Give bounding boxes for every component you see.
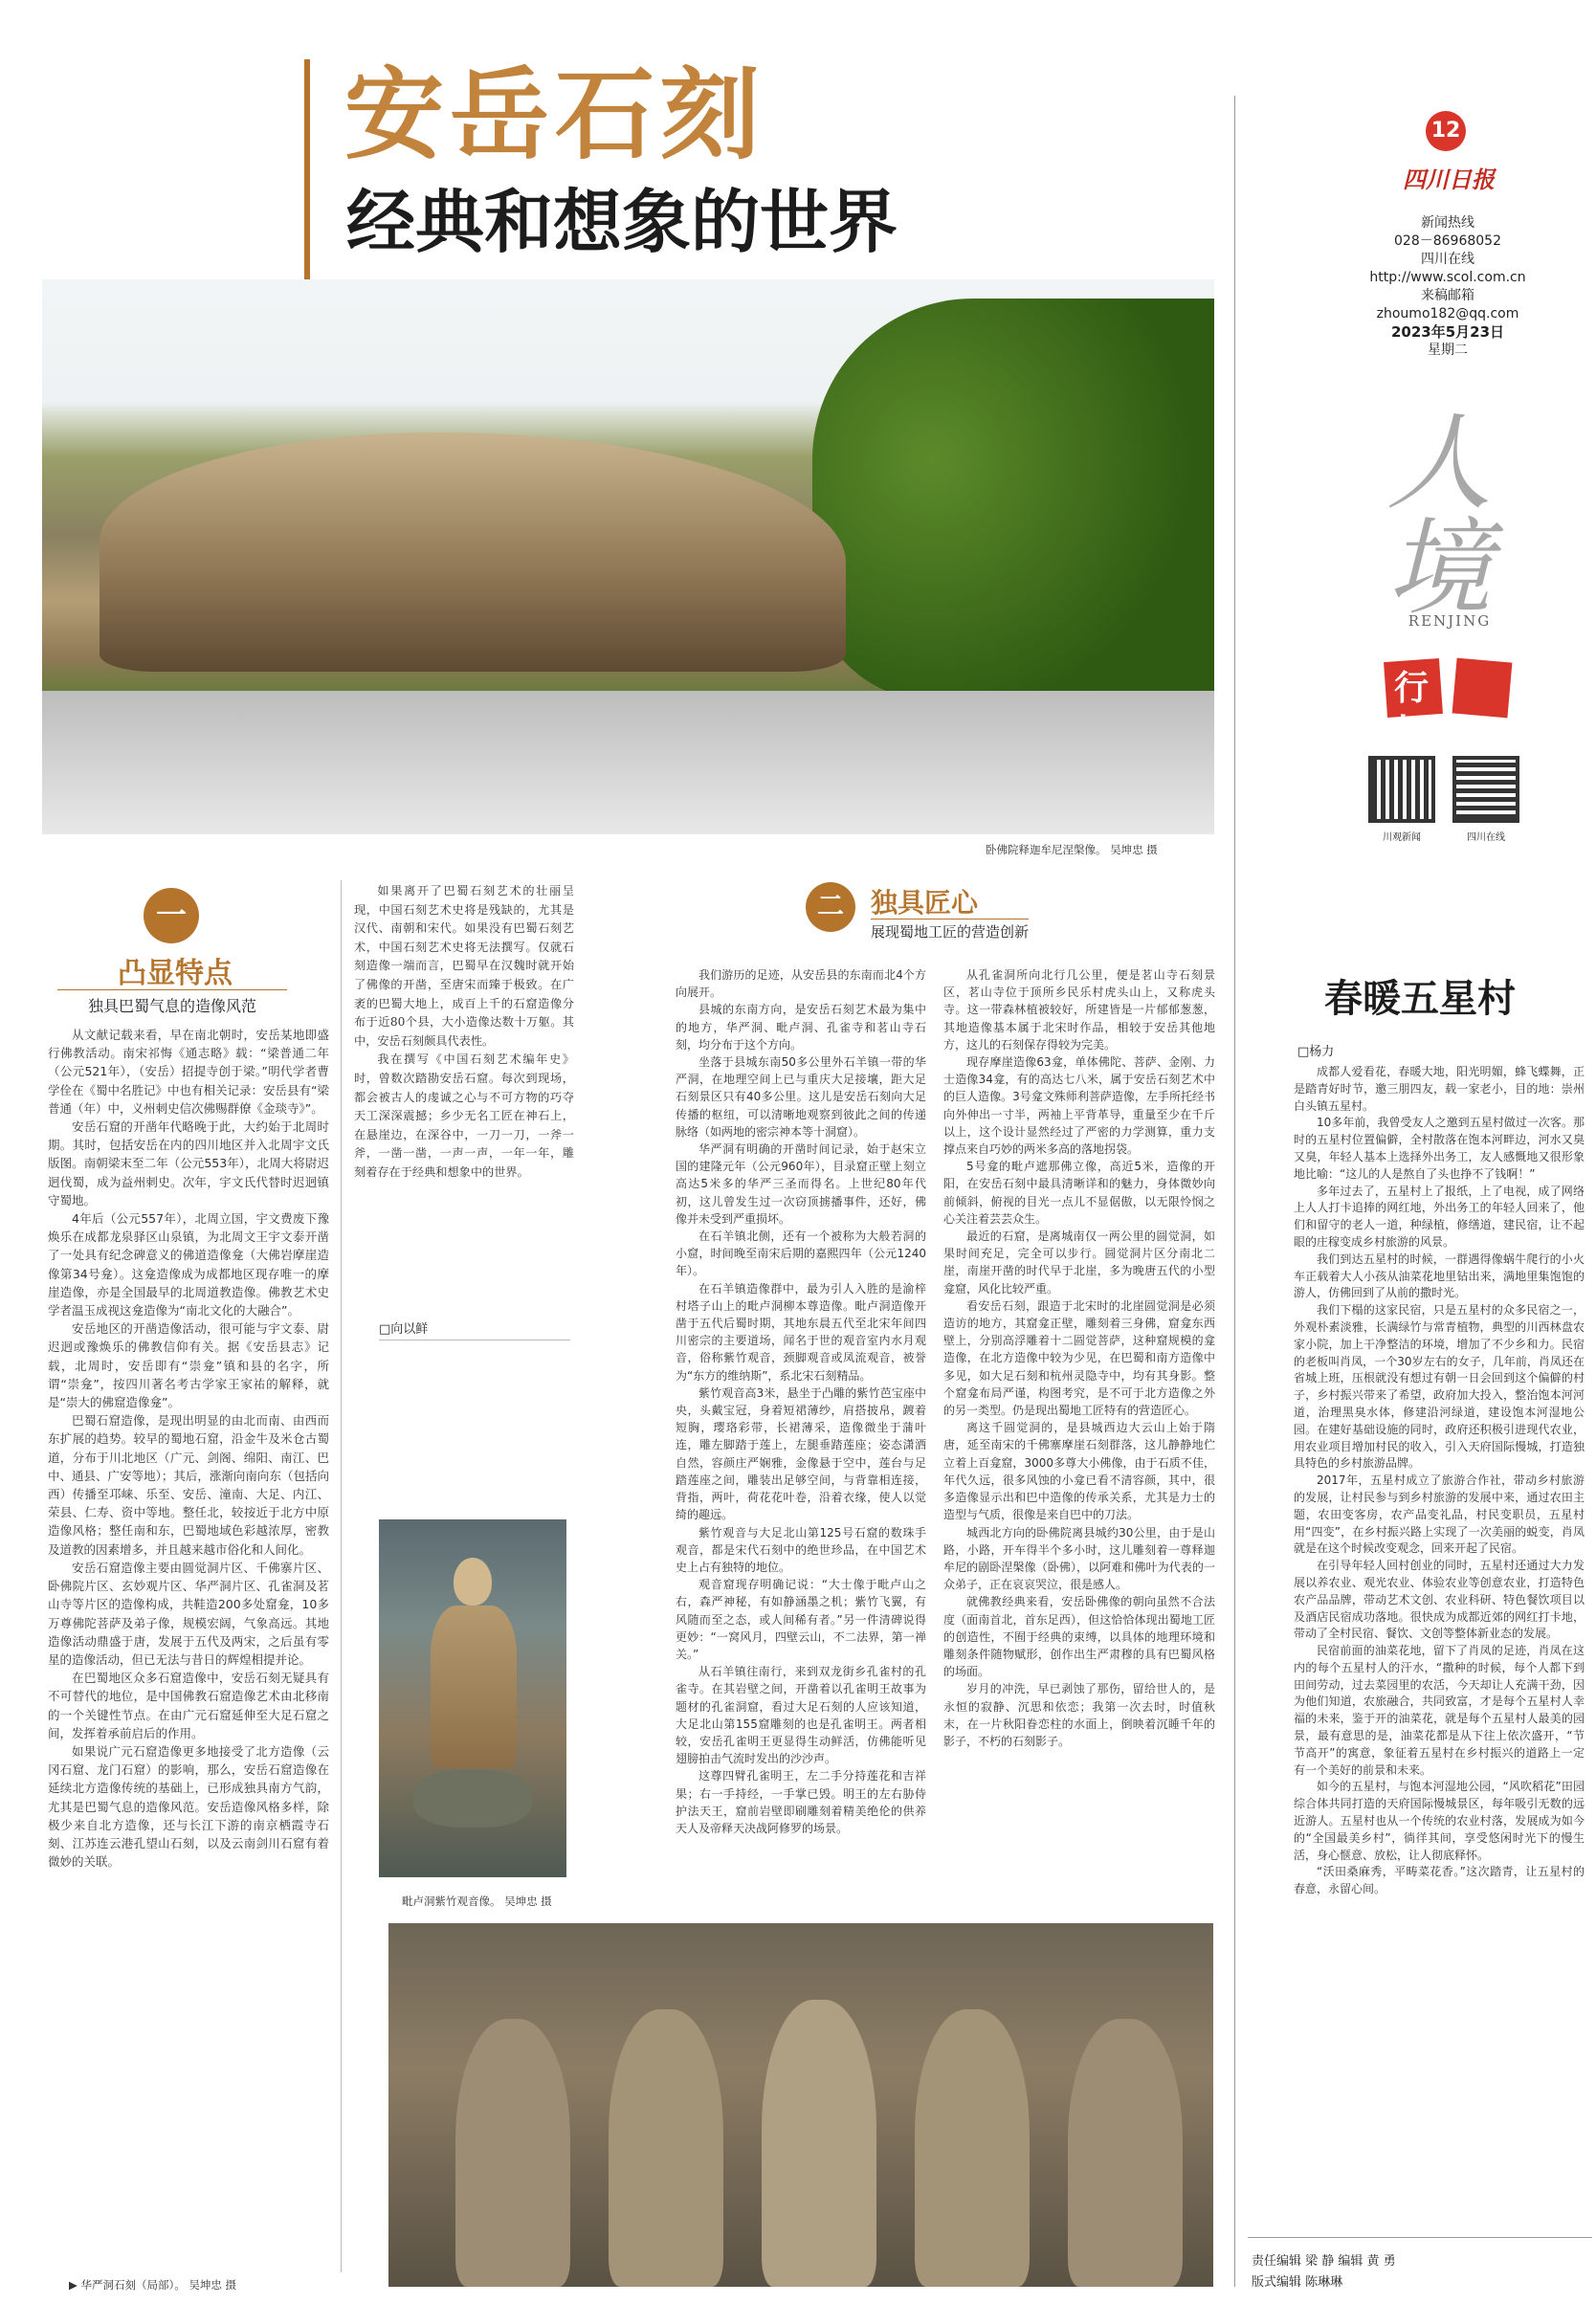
- section2-paragraph: 观音窟现存明确记说：“大士像于毗卢山之右，森严神秘，有如静涵墨之机；紫竹飞翼，有风随而至之态，或人间稀有者。”另一件清碑说得更妙：“一窝风月，四壁云山，不二法界，第一禅关。”: [676, 1578, 926, 1661]
- divider-sidebar-bottom: [1248, 2237, 1592, 2238]
- section2-paragraph: 我们游历的足迹，从安岳县的东南而北4个方向展开。: [676, 968, 926, 1000]
- section1-paragraph: 安岳石窟的开凿年代略晚于此，大约始于北周时期。其时，包括安岳在内的四川地区并入北周宇文氏版图。南朝梁末至二年（公元553年），北周大将尉迟迥伐蜀，成为益州刺史。次年，宇文氏代替时迟迥镇守蜀地。: [48, 1119, 329, 1207]
- sidebar-paragraph: 10多年前，我曾受友人之邀到五星村做过一次客。那时的五星村位置偏僻，全村散落在饱本河畔边，河水又臭又臭，年轻人基本上选择外出务工，友人感慨地又很形象地比喻：“这儿的人是熬自了头也挣不了钱啊！”: [1294, 1116, 1585, 1181]
- column-label-text: 行走: [1385, 668, 1458, 752]
- email-label: 来稿邮箱: [1421, 288, 1474, 303]
- photo-huayan-cave: [388, 1923, 1213, 2287]
- statue-2: [609, 2009, 723, 2287]
- sidebar-paragraph: 如今的五星村，与饱本河湿地公园，“风吹稻花”田园综合体共同打造的天府国际慢城景区，每年吸引无数的远近游人。五星村也从一个传统的农业村落，发展成为如今的“全国最美乡村”，徜徉其间，享受悠闲时光下的慢生活，身心惬意、放松，让人彻底释怀。: [1294, 1780, 1585, 1862]
- section-english-name: RENJING: [1408, 612, 1492, 630]
- guanyin-caption: 毗卢洞紫竹观音像。 吴坤忠 摄: [402, 1894, 552, 1908]
- issue-date: 2023年5月23日: [1390, 323, 1505, 341]
- section1-paragraph: 巴蜀石窟造像，是现出明显的由北而南、由西而东扩展的趋势。较早的蜀地石窟，沿金牛及米仓古蜀道，分布于川北地区（广元、剑阁、绵阳、南江、巴中、通县、广安等地）；其后，涨渐向南向东（包括向西）传播至邛崃、乐至、安岳、潼南、大足、内江、荣县、仁寿、资中等地。整任北，较按近于北方中原造像风格；整任南和东，巴蜀地域色彩越浓厚，密教及道教的因素增多，并且越来越市俗化和人间化。: [48, 1413, 329, 1557]
- qr-label-2: 四川在线: [1467, 832, 1505, 843]
- sidebar-article-body: [1294, 1064, 1585, 2231]
- qr-label-1: 川观新闻: [1383, 832, 1421, 843]
- online-label: 四川在线: [1421, 252, 1474, 267]
- hotline-number: 028－86968052: [1394, 233, 1501, 249]
- photo-zizhu-guanyin: [379, 1519, 566, 1877]
- section1-continued-body: [354, 882, 574, 1313]
- section2-paragraph: 现存摩崖造像63龛，单体佛陀、菩萨、金刚、力士造像34龛，有的高达七八米，属于安岳石刻艺术中的巨人造像。3号龛文殊师利菩萨造像，左手所托经书向外伸出一寸半，两袖上平背革导，重量至少在千斤以上，这个设计显然经过了严密的力学测算，重力支撑点来自巧妙的两米多高的落地拐袋。: [943, 1055, 1215, 1157]
- statue-4: [915, 2009, 1030, 2287]
- sidebar-paragraph: “沃田桑麻秀，平畴菜花香。”这次踏青，让五星村的春意，永留心间。: [1294, 1865, 1585, 1896]
- issue-weekday: 星期二: [1428, 343, 1468, 358]
- sidebar-paragraph: 我们到达五星村的时候，一群遇得像蜗牛爬行的小火车正载着大人小孩从油菜花地里钻出来，满地里集饱饱的游人，仿佛回到了从前的撒时光。: [1294, 1252, 1585, 1300]
- section2-paragraph: 紫竹观音高3米，悬坐于凸雕的紫竹芭宝座中央，头戴宝冠，身着短裙薄纱，肩搭披帛，踱着短胸，璎珞彩带，长裙薄采，造像微坐于蒲叶连，雕左脚踏于莲上，左腿垂踏莲座；姿态潇洒自然，容颜庄严娴雅，金像悬于空中，莲台与足踏莲座之间，雕装出足够空间，与背靠相连接，背指，两叶，荷花花叶卷，沿着衣缘，使人以觉绮的趣远。: [676, 1385, 926, 1522]
- section2-paragraph: 5号龛的毗卢遮那佛立像，高近5米，造像的开阳，在安岳石刻中最具清晰详和的魅力，身体微妙向前倾斜，俯视的目光一点儿不显倨傲，以无限怜悯之心关注着芸芸众生。: [943, 1160, 1215, 1226]
- section1-paragraph: 从文献记载来看，早在南北朝时，安岳某地即盛行佛教活动。南宋祁悔《通志略》载：“梁普通二年（公元521年），（安岳）招提寺创于梁。”明代学者曹学佺在《蜀中名胜记》中也有相关记录：安岳县有“梁普通（年）中，义州刺史信次佛赐群僚《金琰寺》”。: [48, 1028, 329, 1116]
- sidebar-article-byline: □杨力: [1297, 1045, 1335, 1059]
- section2-paragraph: 紫竹观音与大足北山第125号石窟的数珠手观音，都是宋代石刻中的绝世珍品，在中国艺术史上占有独特的地位。: [676, 1525, 926, 1574]
- section2-paragraph: 就佛教经典来看，安岳卧佛像的朝向虽然不合法度（面南首北，首东足西），但这恰恰体现出蜀地工匠的创造性，不囿于经典的束缚，以具体的地理环境和雕刻条件随物赋形，创作出生严肃穆的具有巴蜀风格的场面。: [943, 1595, 1215, 1679]
- qr-code-chuanguan[interactable]: [1368, 756, 1435, 823]
- section1-paragraph: 安岳石窟造像主要由圆觉洞片区、千佛寨片区、卧佛院片区、玄妙观片区、华严洞片区、孔雀洞及茗山寺等片区的造像构成，共鞋造200多处窟龛，10多万尊佛陀菩萨及弟子像，规模宏阔，气象高远。其地造像活动鼎盛于唐，发展于五代及两宋，之后虽有零星的造像活动，但已无法与昔日的辉煌相提并论。: [48, 1560, 329, 1667]
- section2-number-circle: 二: [806, 882, 855, 932]
- sidebar-article-title: 春暖五星村: [1324, 977, 1516, 1021]
- section2-paragraph: 离这千圆觉洞的，是县城西边大云山上始于隋唐，延至南宋的千佛寨摩崖石刻群落，这儿静静地伫立着上百龛窟，3000多尊大小佛像，由于石质不佳，年代久远，很多风蚀的小龛已看不清容颜，其中，很多造像显示出和巴中造像的传承关系，尤其是力士的造型与气质，很像是来自巴中的刀法。: [943, 1421, 1215, 1522]
- website-link[interactable]: http://www.scol.com.cn: [1369, 270, 1526, 285]
- section2-paragraph: 岁月的冲洗，早已剥蚀了那伤，留给世人的，是永恒的寂静、沉思和依恋；我第一次去时，时值秋末，在一片秋阳眷恋柱的水面上，倒映着沉睡千年的影子，不朽的石刻影子。: [943, 1682, 1215, 1748]
- section2-paragraph: 华严洞有明确的开凿时间记录，始于赵宋立国的建隆元年（公元960年），目录窟正壁上刻立高达5米多的华严三圣而得名。上世纪80年代初，这儿曾发生过一次窃顶掳播事件，还好，佛像并未受到严重损坏。: [676, 1142, 926, 1226]
- guanyin-pedestal: [413, 1770, 532, 1828]
- guanyin-head: [454, 1558, 492, 1606]
- section1-paragraph: 在巴蜀地区众多石窟造像中，安岳石刻无疑具有不可替代的地位，是中国佛教石窟造像艺术由北移南的一个关键性节点。在由广元石窟延伸至大足石窟之间，发挥着承前启后的作用。: [48, 1671, 329, 1740]
- hero-caption: 卧佛院释迦牟尼涅槃像。 吴坤忠 摄: [986, 843, 1158, 856]
- sidebar-paragraph: 民宿前面的油菜花地，留下了肖凤的足迹，肖凤在这内的每个五星村人的汗水，“撒种的时候，每个人都下到田间劳动，过去菜园里的农活，今天却让人充满干劲，因为他们知道，农旅融合，共同致富，才是每个五星村人幸福的未来，鉴于开的油菜花，就是每个五星村人最美的园景，最有意思的是，油菜花都是从下往上依次盛开，“节节高开”的寓意，象征着五星村在乡村振兴的道路上一定有一个美好的前景和未来。: [1294, 1644, 1585, 1777]
- editors-line-1: 责任编辑 梁 静 编辑 黄 勇: [1252, 2254, 1396, 2269]
- qr-code-scol[interactable]: [1452, 756, 1519, 823]
- sidebar-paragraph: 2017年，五星村成立了旅游合作社，带动乡村旅游的发展，让村民参与到乡村旅游的发展中来，通过农田主题，农田变客房，农产品变礼品，村民变职员，五星村用“四变”，在乡村振兴路上实现了一次美丽的蜕变，肖凤就是在这个时候改变观念，回来开起了民宿。: [1294, 1473, 1585, 1556]
- section2-paragraph: 从石羊镇往南行，来到双龙街乡孔雀村的孔雀寺。在其岩壁之间，开凿着以孔雀明王故事为题材的孔雀洞窟，看过大足石刻的人应该知道，大足北山第155窟雕刻的也是孔雀明王。两者相较，安岳孔雀明王更显得生动鲜活，仿佛能听见翅膀拍击气流时发出的沙沙声。: [676, 1665, 926, 1766]
- statue-3: [762, 2000, 876, 2287]
- section-calligraphy: 人境: [1369, 407, 1492, 617]
- page-number-badge: 12: [1426, 111, 1466, 151]
- section2-subtitle: 展现蜀地工匠的营造创新: [871, 919, 1029, 942]
- section2-body-right: [943, 966, 1215, 1923]
- section1-body: [48, 1026, 329, 2281]
- sidebar-paragraph: 多年过去了，五星村上了报纸，上了电视，成了网络上人人打卡追捧的网红地，外出务工的年轻人回来了，他们和留守的老人一道，种绿植，修缮道，建民宿，让不起眼的庄稼变成乡村旅游的风景。: [1294, 1184, 1585, 1249]
- section1-paragraph: 如果说广元石窟造像更多地接受了北方造像（云冈石窟、龙门石窟）的影响，那么，安岳石窟造像在延续北方造像传统的基础上，已形成独具南方气韵，尤其是巴蜀气息的造像风范。安岳造像风格多样，除极少来自北方造像，还与长江下游的南京栖霞寺石刻、江苏连云港孔望山石刻，以及云南剑川石窟有着微妙的关联。: [48, 1743, 329, 1870]
- section2-paragraph: 看安岳石刻，跟造于北宋时的北崖圆觉洞是必须造访的地方，其窟龛正壁，雕刻着三身佛，窟龛东西壁上，分别高浮雕着十二圆觉菩萨，这种窟规模的龛造像，在北方造像中较为少见，在巴蜀和南方造像中多见，如大足石刻和杭州灵隐寺中，均有其身影。整个窟龛布局严谨，构图考究，是不可于北方造像之外的另一类型。仍是现出蜀地工匠特有的营造匠心。: [943, 1298, 1215, 1418]
- email-address[interactable]: zhoumo182@qq.com: [1376, 306, 1519, 321]
- hero-plaza: [42, 691, 1214, 834]
- hero-forest: [812, 299, 1214, 700]
- section1-byline: □向以鲜: [379, 1322, 429, 1337]
- section1-paragraph: 4年后（公元557年），北周立国，宇文费废下豫焕乐在成都龙泉驿区山泉镇，为北周文王宇文泰开凿了一处具有纪念碑意义的佛道造像龛（大佛岩摩崖造像第34号龛）。这龛造像成为成都地区现存唯一的摩崖造像，亦是全国最早的北周道教造像。佛教艺术史学者温玉成视这龛造像为“南北文化的大融合”。: [48, 1211, 329, 1318]
- section2-paragraph: 城西北方向的卧佛院离县城约30公里，由于是山路，小路，开车得半个多小时，这儿雕刻着一尊释迦牟尼的剧卧涅槃像（卧佛），以阿难和佛叶为代表的一众弟子，正在哀哀哭泣，很是感人。: [943, 1525, 1215, 1592]
- section2-paragraph: 从孔雀洞所向北行几公里，便是茗山寺石刻景区，茗山寺位于顶所乡民乐村虎头山上，又称虎头寺。这一带森林植被较好，所建皆是一片郁郁葱葱，其地造像基本属于北宋时作品，相较于安岳其他地方，这儿的石刻保存得较为完美。: [943, 968, 1215, 1052]
- hero-photo-reclining-buddha: [42, 279, 1214, 834]
- section1-continued-paragraph: 如果离开了巴蜀石刻艺术的壮丽呈现，中国石刻艺术史将是残缺的，尤其是汉代、南朝和宋代。如果没有巴蜀石刻艺术，中国石刻艺术史将无法撰写。仅就石刻造像一端而言，巴蜀早在汉魏时就开始了佛像的开凿，至唐宋而臻于极致。在广袤的巴蜀大地上，成百上千的石窟造像分布于近80个县，大小造像达数十万躯。其中，安岳石刻颇具代表性。: [354, 884, 574, 1048]
- section2-paragraph: 县城的东南方向，是安岳石刻艺术最为集中的地方，华严洞、毗卢洞、孔雀寺和茗山寺石刻，均分布于这个方向。: [676, 1003, 926, 1052]
- section2-body-left: [676, 966, 926, 1923]
- hotline-label: 新闻热线: [1421, 215, 1474, 231]
- sidebar-paragraph: 在引导年轻人回村创业的同时，五星村还通过大力发展以养农业、观光农业、体验农业等创意农业，打造特色农产品品牌，带动艺术文创、农业科研、特色餐饮项目以及酒店民宿成功落地。很快成为成都近郊的网红打卡地，带动了全村民宿、餐饮、文创等整体新业态的发展。: [1294, 1559, 1585, 1641]
- section1-subtitle: 独具巴蜀气息的造像风范: [57, 989, 287, 1016]
- page-subtitle: 经典和想象的世界: [346, 182, 898, 262]
- statue-5: [1068, 2019, 1183, 2287]
- page-title: 安岳石刻: [344, 56, 766, 173]
- section1-number-circle: 一: [144, 888, 199, 943]
- section2-paragraph: 在石羊镇北侧，还有一个被称为大般若洞的小窟，时间晚至南宋后期的嘉熙四年（公元1240年）。: [676, 1230, 926, 1278]
- sidebar-paragraph: 我们下榻的这家民宿，只是五星村的众多民宿之一，外观朴素淡雅，长满绿竹与常青植物，典型的川西林盘农家小院，加上干净整洁的环境，增加了不少乡和力。民宿的老板叫肖凤，一个30岁左右的女子，几年前，肖凤还在省城上班，压根就没有想过有朝一日会回到这个偏僻的村子，乡村振兴带来了希望，政府加大投入，整治饱本河河道，治理黑臭水体，修建沿河绿道，建设饱本河湿地公园。在建好基础设施的同时，政府还积极引进现代农业，用农业项目增加村民的收入，引入天府国际慢城，打造独具特色的乡村旅游品牌。: [1294, 1303, 1585, 1471]
- guanyin-body: [431, 1606, 517, 1768]
- section1-paragraph: 安岳地区的开凿造像活动，很可能与宇文泰、尉迟迥或豫焕乐的佛教信仰有关。据《安岳县志》记载，北周时，安岳即有“崇龛”镇和县的名字，所谓“崇龛”，按四川著名考古学家王家祐的解释，就是“崇大的佛窟造像龛”。: [48, 1321, 329, 1410]
- divider-main-sidebar: [1234, 96, 1235, 2287]
- newspaper-name: 四川日报: [1403, 166, 1495, 193]
- section1-continued-paragraph: 我在撰写《中国石刻艺术编年史》时，曾数次踏勘安岳石窟。每次到现场，都会被古人的虔诚之心与不可方物的巧夺天工深深震撼；乡少无名工匠在神石上，在悬崖边，在深谷中，一刀一刀，一斧一斧，一凿一凿，一声一声，一年一年，雕刻着存在于经典和想象中的世界。: [354, 1052, 574, 1179]
- title-accent-bar: [304, 59, 310, 299]
- section2-title: 独具匠心: [871, 887, 979, 919]
- sidebar-paragraph: 成都人爱看花，春暖大地，阳光明媚，蜂飞蝶舞，正是踏青好时节，邀三朋四友，载一家老小，目的地：崇州白头镇五星村。: [1294, 1065, 1585, 1113]
- section1-title: 凸显特点: [118, 957, 233, 990]
- statue-1: [455, 2019, 570, 2287]
- column-label: [1378, 660, 1531, 752]
- section2-paragraph: 最近的石窟，是离城南仅一两公里的圆觉洞，如果时间充足，完全可以步行。圆觉洞片区分南北二崖，南崖开凿的时代早于北崖，多为晚唐五代的小型龛窟，风化比较严重。: [943, 1230, 1215, 1296]
- section2-paragraph: 坐落于县城东南50多公里外石羊镇一带的华严洞，在地理空间上已与重庆大足接壤，距大足石刻景区只有40多公里。这儿是安岳石刻向大足传播的枢纽，可以清晰地观察到彼此之间的传递脉络（如两地的密宗神本等十洞窟）。: [676, 1055, 926, 1139]
- section2-paragraph: 在石羊镇造像群中，最为引人入胜的是渝梓村塔子山上的毗卢洞柳本尊造像。毗卢洞造像开凿于五代后蜀时期，其地东晨五代至北宋年间四川密宗的主要道场，闻名于世的观音室内水月观音，俗称紫竹观音，颈脚观音或凤流观音，被誉为“东方的维纳斯”，系北宋石刻精品。: [676, 1281, 926, 1383]
- masthead-info: [1359, 214, 1537, 360]
- hero-cliff: [100, 432, 846, 672]
- bottom-photo-caption: ▶ 华严洞石刻（局部）。 吴坤忠 摄: [69, 2278, 237, 2292]
- editors-line-2: 版式编辑 陈琳琳: [1252, 2275, 1343, 2290]
- divider-col-1: [341, 880, 342, 2272]
- section2-paragraph: 这尊四臂孔雀明王，左二手分持莲花和吉祥果；右一手持经，一手掌已毁。明王的左右胁侍护法天王，窟前岩壁即刷雕刻着精美绝伦的供养天人及帝释天决战阿修罗的场景。: [676, 1769, 926, 1835]
